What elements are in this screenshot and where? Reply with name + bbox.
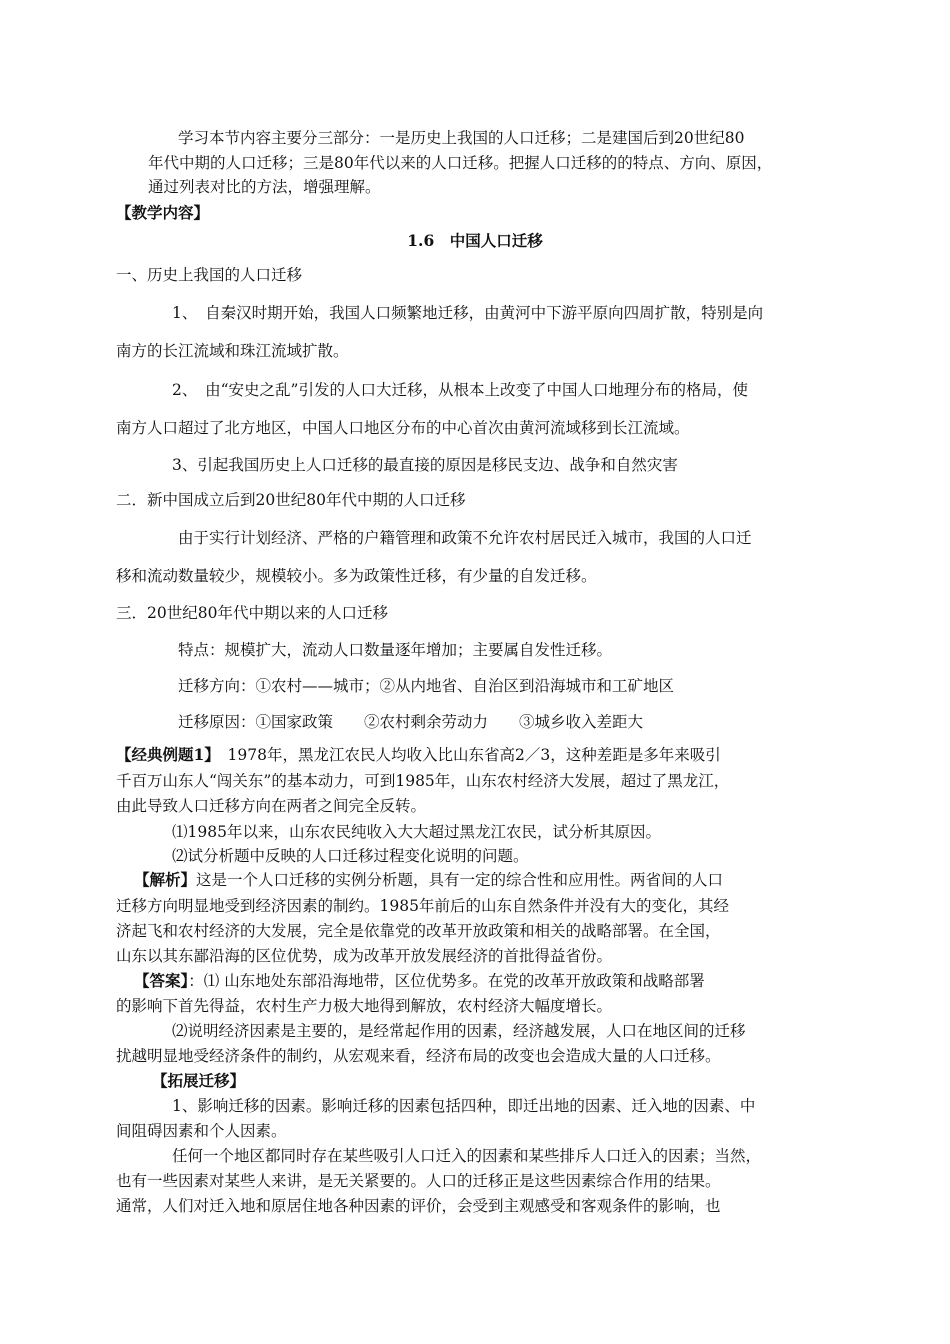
part3-direction: 迁移方向：①农村——城市；②从内地省、自治区到沿海城市和工矿地区 — [178, 677, 675, 695]
example-text-1: 1978年，黑龙江农民人均收入比山东省高2／3，这种差距是多年来吸引 — [212, 746, 721, 764]
analysis-line-3: 济起飞和农村经济的大发展，完全是依靠党的改革开放政策和相关的战略部署。在全国， — [116, 922, 721, 940]
analysis-line-2: 迁移方向明显地受到经济因素的制约。1985年前后的山东自然条件并没有大的变化，其经 — [116, 897, 729, 915]
part1-heading: 一、历史上我国的人口迁移 — [116, 266, 303, 284]
extension-p1-line2: 间阻碍因素和个人因素。 — [116, 1122, 287, 1140]
part1-item3: 3、引起我国历史上人口迁移的最直接的原因是移民支边、战争和自然灾害 — [172, 456, 678, 474]
example-question-1: ⑴1985年以来，山东农民纯收入大大超过黑龙江农民，试分析其原因。 — [172, 823, 661, 841]
extension-heading: 【拓展迁移】 — [152, 1071, 246, 1090]
part2-line1: 由于实行计划经济、严格的户籍管理和政策不允许农村居民迁入城市，我国的人口迁 — [178, 529, 752, 547]
analysis-text-1: 这是一个人口迁移的实例分析题，具有一定的综合性和应用性。两省间的人口 — [196, 871, 724, 889]
extension-p2-line3: 通常，人们对迁入地和原居住地各种因素的评价，会受到主观感受和客观条件的影响，也 — [116, 1197, 721, 1215]
answer-line-4: 扰越明显地受经济条件的制约，从宏观来看，经济布局的改变也会造成大量的人口迁移。 — [116, 1047, 721, 1065]
part1-item1-line1: 1、 自秦汉时期开始，我国人口频繁地迁移，由黄河中下游平原向四周扩散，特别是向 — [172, 304, 764, 322]
part3-reasons: 迁移原因：①国家政策 ②农村剩余劳动力 ③城乡收入差距大 — [178, 713, 644, 731]
analysis-line-1 — [134, 869, 723, 891]
part1-item2-line1: 2、 由“安史之乱”引发的人口大迁移，从根本上改变了中国人口地理分布的格局，使 — [172, 381, 748, 399]
part2-heading: 二．新中国成立后到20世纪80年代中期的人口迁移 — [116, 491, 466, 509]
analysis-label: 【解析】 — [134, 870, 197, 889]
part1-item1-line2: 南方的长江流域和珠江流域扩散。 — [116, 342, 349, 360]
teaching-content-heading: 【教学内容】 — [116, 203, 210, 222]
example-line-1 — [116, 744, 721, 766]
extension-p2-line1: 任何一个地区都同时存在某些吸引人口迁入的因素和某些排斥人口迁入的因素；当然， — [172, 1147, 762, 1165]
extension-p2-line2: 也有一些因素对某些人来讲，是无关紧要的。人口的迁移正是这些因素综合作用的结果。 — [116, 1172, 721, 1190]
part2-line2: 移和流动数量较少，规模较小。多为政策性迁移，有少量的自发迁移。 — [116, 567, 597, 585]
answer-text-1: ：⑴ 山东地处东部沿海地带，区位优势多。在党的改革开放政策和战略部署 — [188, 972, 705, 990]
answer-label: 【答案】 — [134, 971, 189, 990]
intro-line-3: 通过列表对比的方法，增强理解。 — [148, 178, 381, 196]
part3-features: 特点：规模扩大，流动人口数量逐年增加；主要属自发性迁移。 — [178, 641, 613, 659]
answer-line-3: ⑵说明经济因素是主要的，是经常起作用的因素，经济越发展，人口在地区间的迁移 — [172, 1022, 746, 1040]
answer-line-2: 的影响下首先得益，农村生产力极大地得到解放，农村经济大幅度增长。 — [116, 997, 613, 1015]
answer-line-1 — [134, 970, 705, 992]
section-title: 1.6 中国人口迁移 — [407, 231, 543, 250]
example-line-3: 由此导致人口迁移方向在两者之间完全反转。 — [116, 797, 427, 815]
extension-p1-line1: 1、影响迁移的因素。影响迁移的因素包括四种，即迁出地的因素、迁入地的因素、中 — [172, 1097, 756, 1115]
analysis-line-4: 山东以其东鄙沿海的区位优势，成为改革开放发展经济的首批得益省份。 — [116, 947, 613, 965]
intro-line-2: 年代中期的人口迁移；三是80年代以来的人口迁移。把握人口迁移的的特点、方向、原因， — [148, 154, 773, 172]
example-label: 【经典例题1】 — [116, 745, 213, 764]
example-question-2: ⑵试分析题中反映的人口迁移过程变化说明的问题。 — [172, 847, 529, 865]
intro-line-1: 学习本节内容主要分三部分：一是历史上我国的人口迁移；二是建国后到20世纪80 — [178, 129, 745, 147]
part3-heading: 三．20世纪80年代中期以来的人口迁移 — [116, 604, 388, 622]
example-line-2: 千百万山东人“闯关东”的基本动力，可到1985年，山东农村经济大发展，超过了黑龙江， — [116, 772, 730, 790]
part1-item2-line2: 南方人口超过了北方地区，中国人口地区分布的中心首次由黄河流域移到长江流域。 — [116, 419, 690, 437]
